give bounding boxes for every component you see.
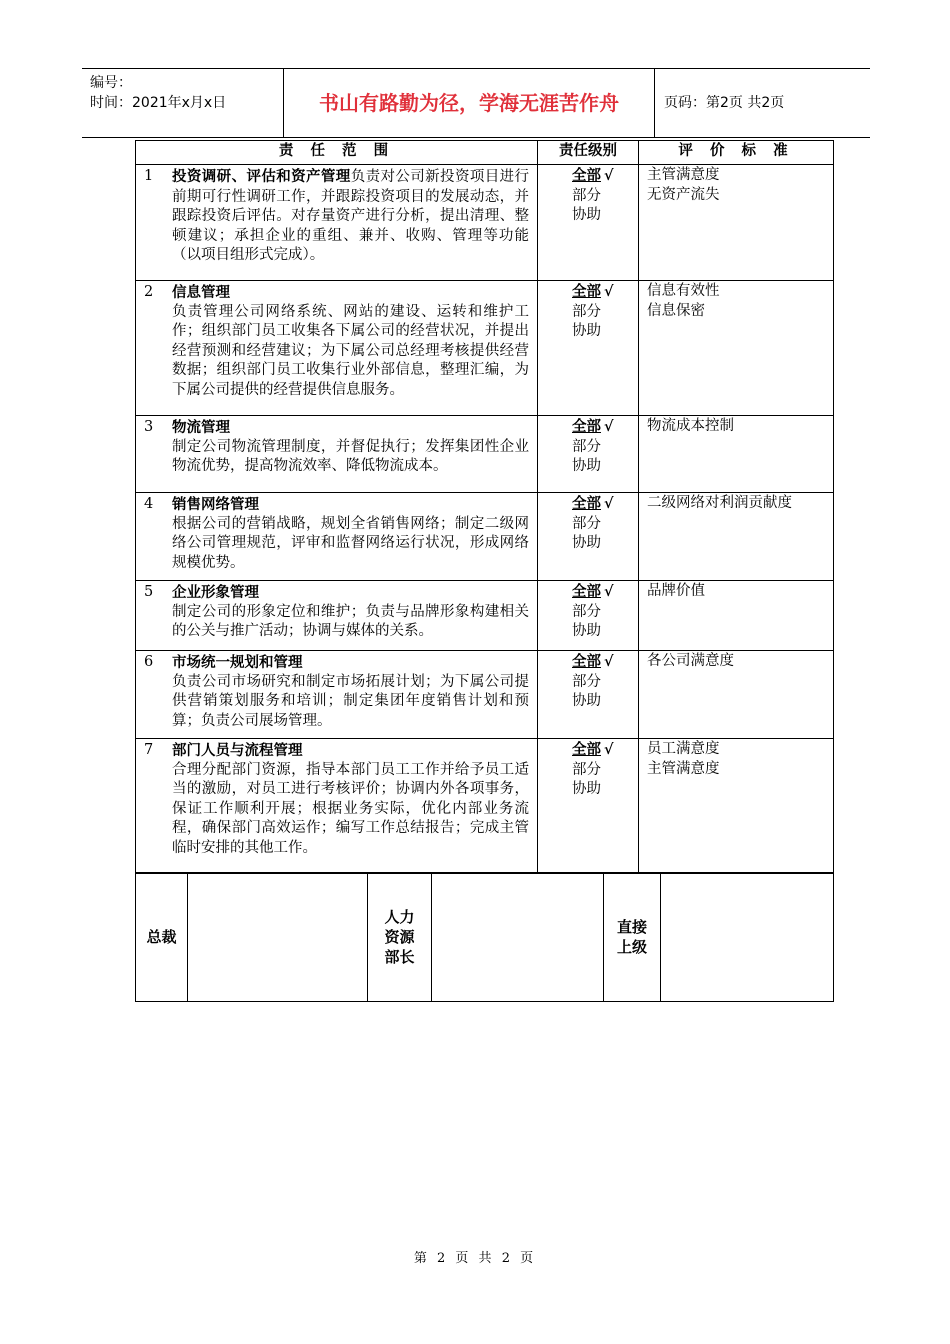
criteria-cell [639, 651, 834, 739]
column-header-criteria: 评 价 标 准 [639, 141, 834, 165]
level-assist-option: 协助 [572, 781, 601, 797]
hr-head-label-text: 人力资源部长 [384, 908, 415, 966]
scope-cell [136, 416, 538, 493]
table-row [136, 739, 834, 874]
item-number: 4 [144, 496, 154, 512]
criteria-cell [639, 165, 834, 281]
level-part-option: 部分 [572, 438, 601, 455]
criteria-item: 品牌价值 [647, 583, 705, 599]
header-page-info: 页码：第2页 共2页 [664, 95, 785, 111]
check-mark-icon: √ [604, 583, 614, 600]
level-assist-option: 协助 [572, 623, 601, 639]
item-description: 制定公司物流管理制度，并督促执行；发挥集团性企业物流优势，提高物流效率、降低物流成本。 [172, 438, 529, 474]
item-number: 7 [144, 742, 154, 758]
table-row [136, 416, 834, 493]
criteria-item: 信息保密 [647, 302, 705, 319]
item-description: 制定公司的形象定位和维护；负责与品牌形象构建相关的公关与推广活动；协调与媒体的关系。 [172, 603, 529, 639]
item-description: 负责管理公司网络系统、网站的建设、运转和维护工作；组织部门员工收集各下属公司的经营状况，并提出经营预测和经营建议；为下属公司总经理考核提供经营数据；组织部门员工收集行业外部信息，整理汇编，为下属公司提供的经营提供信息服务。 [172, 303, 529, 398]
header-motto: 书山有路勤为径，学海无涯苦作舟 [284, 69, 655, 137]
level-assist-option: 协助 [572, 535, 601, 551]
level-part-option: 部分 [572, 761, 601, 778]
level-assist-option: 协助 [572, 693, 601, 709]
item-description: 根据公司的营销战略，规划全省销售网络；制定二级网络公司管理规范，评审和监督网络运行状况，形成网络规模优势。 [172, 515, 529, 571]
ceo-label [136, 873, 188, 1002]
level-part-option: 部分 [572, 303, 601, 320]
scope-cell [136, 651, 538, 739]
level-all-option: 全部 [572, 167, 601, 184]
criteria-cell [639, 281, 834, 416]
ceo-label-text: 总裁 [146, 928, 177, 946]
level-cell [538, 651, 639, 739]
level-all-option: 全部 [572, 283, 601, 300]
page-footer: 第 2 页 共 2 页 [413, 1251, 537, 1266]
table-row [136, 581, 834, 651]
item-title: 投资调研、评估和资产管理 [172, 168, 351, 185]
item-number: 3 [144, 419, 154, 435]
criteria-item: 无资产流失 [647, 186, 720, 203]
item-title: 市场统一规划和管理 [172, 654, 303, 671]
item-number: 2 [144, 284, 154, 300]
supervisor-signature-field[interactable] [661, 873, 834, 1002]
check-mark-icon: √ [604, 418, 614, 435]
table-row [136, 651, 834, 739]
signature-row [136, 873, 834, 1002]
criteria-item: 信息有效性 [647, 283, 720, 299]
level-cell [538, 416, 639, 493]
table-row [136, 493, 834, 581]
level-assist-option: 协助 [572, 458, 601, 474]
level-all-option: 全部 [572, 583, 601, 600]
level-part-option: 部分 [572, 603, 601, 620]
criteria-item: 员工满意度 [647, 741, 720, 757]
responsibility-table [135, 140, 834, 874]
supervisor-label [604, 873, 661, 1002]
signature-table [135, 872, 834, 1002]
scope-cell [136, 493, 538, 581]
table-row [136, 281, 834, 416]
item-number: 6 [144, 654, 154, 670]
scope-cell [136, 581, 538, 651]
check-mark-icon: √ [604, 653, 614, 670]
level-all-option: 全部 [572, 495, 601, 512]
check-mark-icon: √ [604, 167, 614, 184]
level-cell [538, 581, 639, 651]
criteria-item: 二级网络对利润贡献度 [647, 495, 792, 511]
level-part-option: 部分 [572, 515, 601, 532]
item-title: 部门人员与流程管理 [172, 742, 303, 759]
scope-cell [136, 165, 538, 281]
level-cell [538, 739, 639, 874]
item-number: 5 [144, 584, 154, 600]
criteria-cell [639, 493, 834, 581]
scope-cell [136, 281, 538, 416]
item-title: 销售网络管理 [172, 496, 259, 513]
level-assist-option: 协助 [572, 323, 601, 339]
criteria-item: 各公司满意度 [647, 653, 734, 669]
table-header-row [136, 141, 834, 165]
hr-head-signature-field[interactable] [432, 873, 604, 1002]
item-title: 信息管理 [172, 284, 230, 301]
level-cell [538, 165, 639, 281]
level-all-option: 全部 [572, 653, 601, 670]
item-description: 负责对公司新投资项目进行前期可行性调研工作，并跟踪投资项目的发展动态，并跟踪投资后评估。对存量资产进行分析，提出清理、整顿建议；承担企业的重组、兼并、收购、管理等功能（以项目组形式完成）。 [172, 169, 530, 263]
time-label: 时间：2021年x月x日 [90, 95, 227, 111]
column-header-scope: 责 任 范 围 [136, 141, 538, 165]
header-meta [82, 69, 284, 137]
level-assist-option: 协助 [572, 207, 601, 223]
level-all-option: 全部 [572, 741, 601, 758]
hr-head-label [368, 873, 432, 1002]
item-title: 物流管理 [172, 419, 230, 436]
criteria-item: 主管满意度 [647, 760, 720, 777]
table-row [136, 165, 834, 281]
level-part-option: 部分 [572, 673, 601, 690]
item-description: 负责公司市场研究和制定市场拓展计划；为下属公司提供营销策划服务和培训；制定集团年度销售计划和预算；负责公司展场管理。 [172, 673, 529, 729]
level-cell [538, 281, 639, 416]
item-title: 企业形象管理 [172, 584, 259, 601]
scope-cell [136, 739, 538, 874]
table-body [136, 165, 834, 874]
criteria-cell [639, 416, 834, 493]
check-mark-icon: √ [604, 495, 614, 512]
number-label: 编号： [90, 75, 132, 91]
check-mark-icon: √ [604, 741, 614, 758]
criteria-cell [639, 739, 834, 874]
criteria-cell [639, 581, 834, 651]
document-header [82, 68, 870, 138]
level-all-option: 全部 [572, 418, 601, 435]
column-header-level: 责任级别 [538, 141, 639, 165]
check-mark-icon: √ [604, 283, 614, 300]
item-number: 1 [144, 168, 154, 184]
supervisor-label-text: 直接上级 [616, 918, 647, 956]
ceo-signature-field[interactable] [188, 873, 368, 1002]
level-part-option: 部分 [572, 187, 601, 204]
criteria-item: 主管满意度 [647, 167, 720, 183]
item-description: 合理分配部门资源，指导本部门员工工作并给予员工适当的激励，对员工进行考核评价；协调内外各项事务，保证工作顺利开展；根据业务实际，优化内部业务流程，确保部门高效运作；编写工作总结报告；完成主管临时安排的其他工作。 [172, 761, 529, 856]
level-cell [538, 493, 639, 581]
criteria-item: 物流成本控制 [647, 418, 734, 434]
